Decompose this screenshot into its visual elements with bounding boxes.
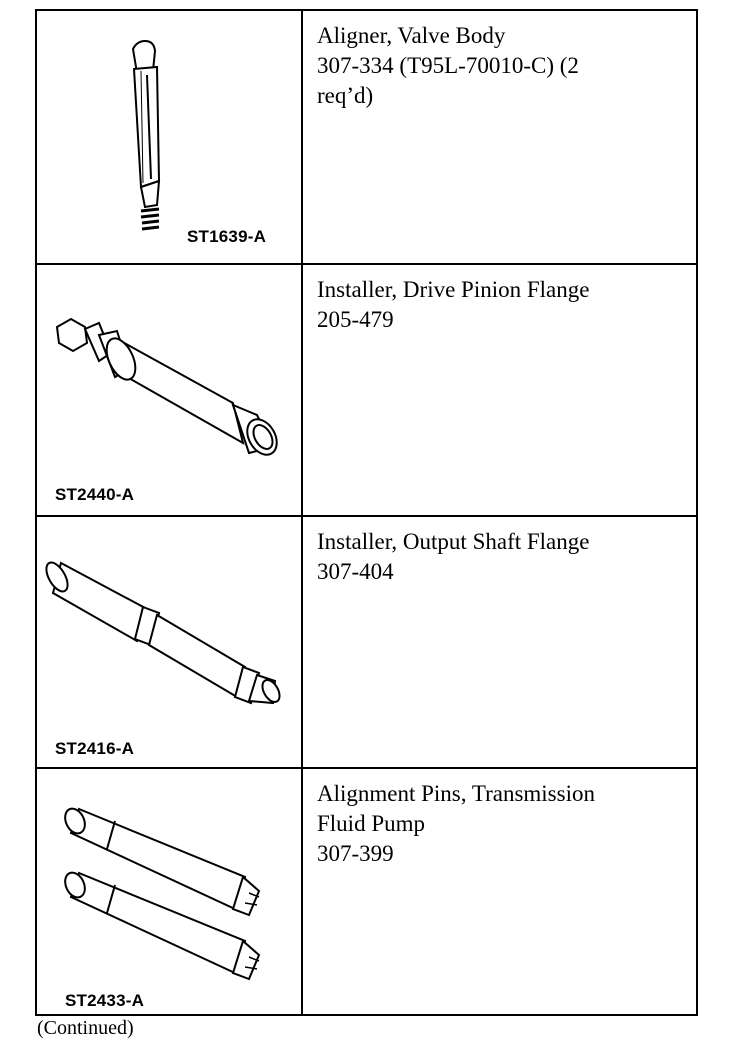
special-tools-table (35, 9, 698, 1016)
tool-name-continued: Fluid Pump (317, 811, 426, 836)
output-shaft-flange-installer-tool-icon (37, 517, 301, 767)
tool-description (305, 11, 696, 263)
tool-number: 307-404 (317, 559, 394, 584)
tool-code: ST2416-A (55, 739, 135, 758)
tool-illustration-cell (37, 265, 303, 515)
tool-name: Alignment Pins, Transmission (317, 781, 595, 806)
tool-illustration-cell (37, 11, 303, 263)
valve-body-aligner-tool-icon (37, 11, 301, 261)
tool-description (305, 517, 696, 767)
tool-number: 307-334 (T95L-70010-C) (2 (317, 53, 579, 78)
tool-number: 205-479 (317, 307, 394, 332)
tool-name: Installer, Output Shaft Flange (317, 529, 590, 554)
tool-quantity-note: req’d) (317, 83, 374, 108)
tool-illustration-cell (37, 769, 303, 1016)
alignment-pins-tool-icon (37, 769, 301, 1017)
table-row (37, 515, 696, 767)
table-row (37, 263, 696, 515)
tool-code: ST2433-A (65, 991, 145, 1010)
tool-description (305, 769, 696, 1016)
continued-note: (Continued) (37, 1017, 134, 1039)
tool-code: ST1639-A (187, 227, 267, 246)
tool-code: ST2440-A (55, 485, 135, 504)
table-row (37, 11, 696, 263)
tool-illustration-cell (37, 517, 303, 767)
tool-name: Aligner, Valve Body (317, 23, 506, 48)
tool-description (305, 265, 696, 515)
tool-number: 307-399 (317, 841, 394, 866)
table-row (37, 767, 696, 1016)
tool-name: Installer, Drive Pinion Flange (317, 277, 590, 302)
drive-pinion-flange-installer-tool-icon (37, 265, 301, 515)
